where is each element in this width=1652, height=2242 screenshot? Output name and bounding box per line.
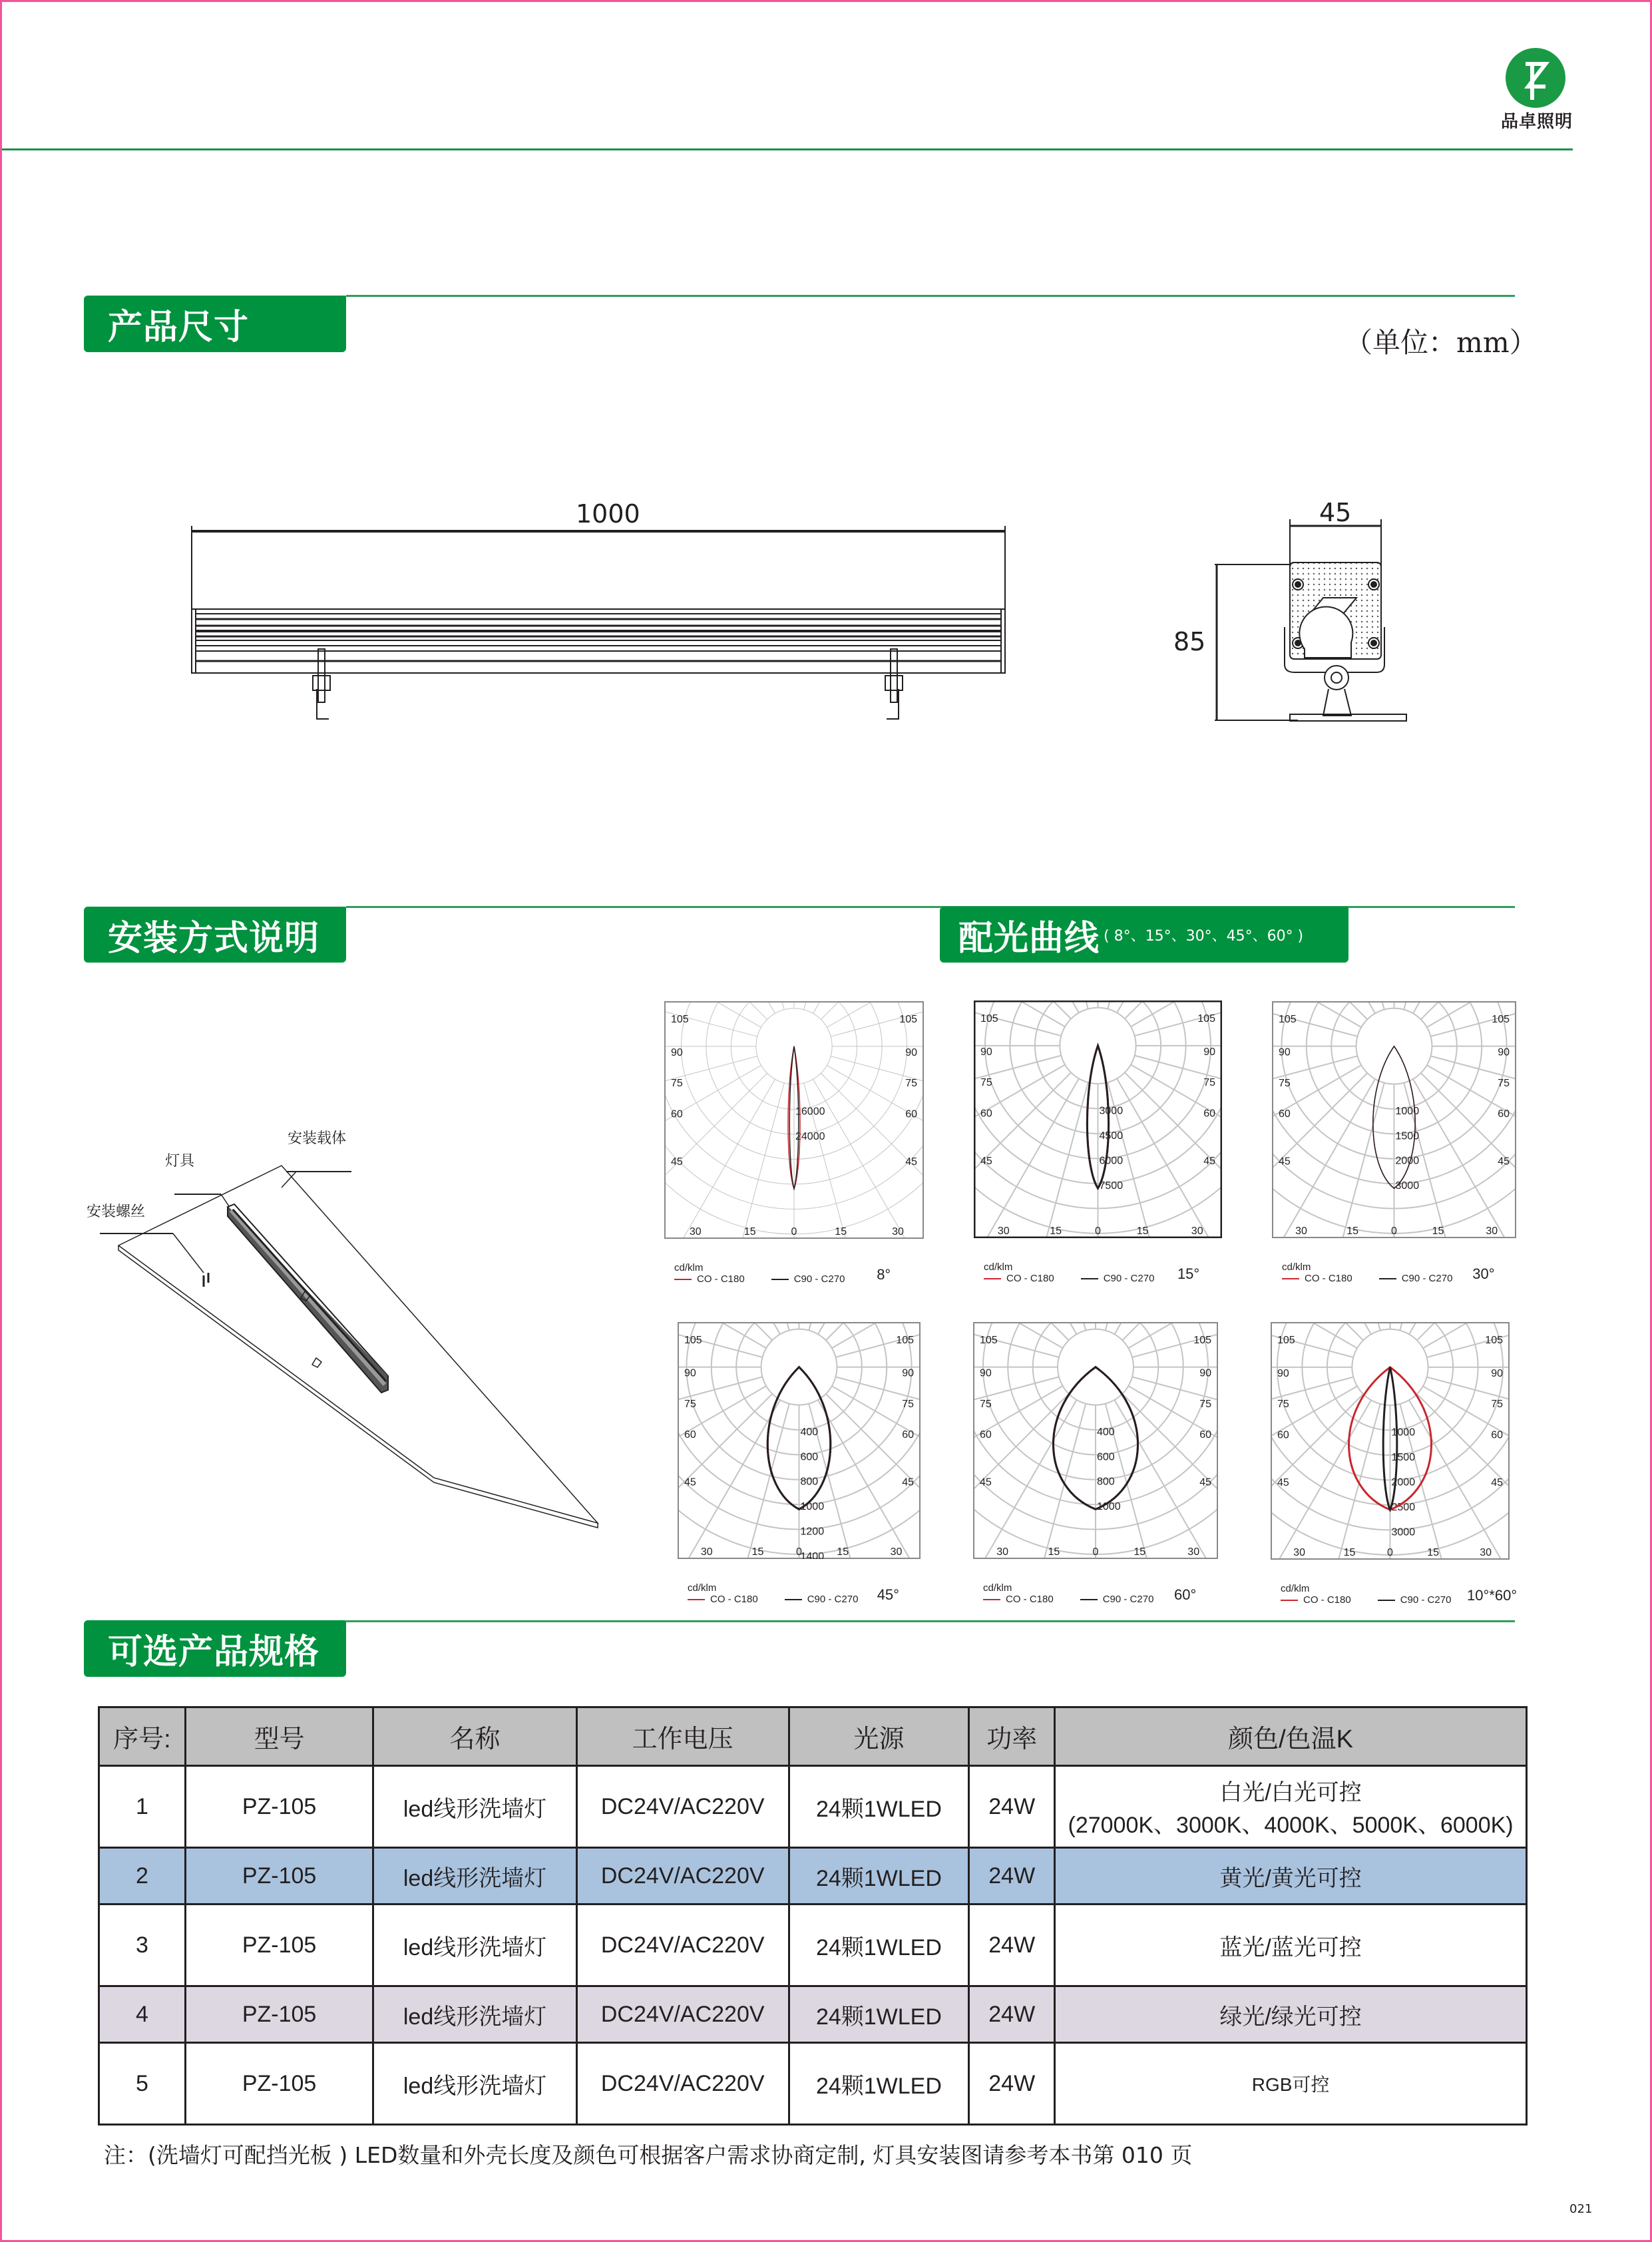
svg-text:15: 15 bbox=[751, 1546, 764, 1558]
brand-logo bbox=[1506, 48, 1565, 108]
legend-swatch bbox=[984, 1278, 1001, 1279]
polar-chart-6 bbox=[1271, 1322, 1510, 1560]
legend-unit: cd/klm bbox=[984, 1261, 1013, 1273]
svg-text:90: 90 bbox=[980, 1046, 992, 1058]
cell-name: led线形洗墙灯 bbox=[373, 2043, 576, 2125]
svg-text:15: 15 bbox=[1427, 1547, 1440, 1558]
cell-voltage: DC24V/AC220V bbox=[576, 2043, 789, 2125]
legend-item: CO - C180 bbox=[1281, 1594, 1351, 1606]
svg-text:60: 60 bbox=[1203, 1108, 1215, 1120]
svg-text:60: 60 bbox=[1277, 1429, 1289, 1441]
svg-text:45: 45 bbox=[684, 1476, 696, 1488]
col-header-power: 功率 bbox=[969, 1707, 1055, 1766]
svg-text:105: 105 bbox=[1193, 1334, 1211, 1346]
cell-power: 24W bbox=[969, 2043, 1055, 2125]
section-subtitle: ( 8°、15°、30°、45°、60° ) bbox=[1104, 927, 1304, 945]
svg-text:400: 400 bbox=[800, 1426, 819, 1438]
svg-text:1500: 1500 bbox=[1395, 1130, 1420, 1142]
svg-text:1000: 1000 bbox=[1391, 1427, 1416, 1439]
svg-text:0: 0 bbox=[1387, 1547, 1393, 1558]
cell-name: led线形洗墙灯 bbox=[373, 1766, 576, 1848]
cell-source: 24颗1WLED bbox=[789, 1986, 969, 2043]
svg-text:30: 30 bbox=[996, 1546, 1009, 1558]
cell-power: 24W bbox=[969, 1905, 1055, 1986]
svg-text:15: 15 bbox=[1048, 1546, 1060, 1558]
svg-text:30: 30 bbox=[890, 1546, 903, 1558]
svg-text:60: 60 bbox=[1498, 1108, 1510, 1120]
callout-fixture: 灯具 bbox=[165, 1153, 195, 1170]
svg-text:1000: 1000 bbox=[1097, 1501, 1121, 1513]
table-row bbox=[99, 1986, 1527, 2043]
svg-text:90: 90 bbox=[905, 1046, 917, 1058]
table-row bbox=[99, 2043, 1527, 2125]
legend-swatch bbox=[1080, 1599, 1098, 1600]
svg-text:90: 90 bbox=[1279, 1046, 1291, 1058]
svg-text:30: 30 bbox=[689, 1226, 702, 1237]
cell-voltage: DC24V/AC220V bbox=[576, 1905, 789, 1986]
svg-text:90: 90 bbox=[980, 1367, 992, 1379]
chart-legend bbox=[1282, 1261, 1526, 1284]
footnote: 注：(洗墙灯可配挡光板 ) LED数量和外壳长度及颜色可根据客户需求协商定制, 灯具安装图请参考本书第 010 页 bbox=[104, 2142, 1193, 2168]
svg-text:105: 105 bbox=[980, 1334, 998, 1346]
chart-legend bbox=[983, 1582, 1228, 1605]
legend-item: CO - C180 bbox=[984, 1273, 1054, 1284]
table-row bbox=[99, 1848, 1527, 1905]
svg-text:75: 75 bbox=[1279, 1077, 1291, 1089]
cell-no: 3 bbox=[99, 1905, 186, 1986]
svg-text:15: 15 bbox=[1432, 1226, 1444, 1237]
cell-color-line1: 白光/白光可控 bbox=[1219, 1780, 1362, 1805]
svg-text:105: 105 bbox=[1197, 1012, 1215, 1024]
svg-text:75: 75 bbox=[1199, 1398, 1211, 1410]
svg-text:0: 0 bbox=[796, 1546, 802, 1558]
svg-text:105: 105 bbox=[980, 1012, 998, 1024]
installation-drawing bbox=[93, 1132, 666, 1531]
legend-swatch bbox=[1378, 1600, 1395, 1601]
col-header-name: 名称 bbox=[373, 1707, 576, 1766]
svg-text:0: 0 bbox=[1095, 1226, 1101, 1237]
col-header-voltage: 工作电压 bbox=[576, 1707, 789, 1766]
section-rule bbox=[346, 295, 1515, 297]
cell-name: led线形洗墙灯 bbox=[373, 1905, 576, 1986]
cell-source: 24颗1WLED bbox=[789, 2043, 969, 2125]
legend-swatch bbox=[983, 1599, 1000, 1600]
svg-text:30: 30 bbox=[892, 1226, 904, 1237]
svg-text:60: 60 bbox=[1279, 1108, 1291, 1120]
polar-chart-2 bbox=[974, 1001, 1222, 1238]
svg-text:105: 105 bbox=[1492, 1013, 1510, 1025]
section-title-installation bbox=[84, 907, 346, 963]
chart-legend bbox=[984, 1261, 1232, 1284]
brand-name: 品卓照明 bbox=[1500, 112, 1573, 132]
svg-text:75: 75 bbox=[1203, 1077, 1215, 1089]
beam-angle-label: 30° bbox=[1472, 1265, 1495, 1282]
polar-chart-4 bbox=[678, 1322, 921, 1559]
cell-voltage: DC24V/AC220V bbox=[576, 1986, 789, 2043]
cell-model: PZ-105 bbox=[185, 1766, 373, 1848]
svg-text:75: 75 bbox=[1277, 1399, 1289, 1411]
beam-angle-label: 45° bbox=[877, 1586, 899, 1603]
cell-no: 4 bbox=[99, 1986, 186, 2043]
length-dimension: 1000 bbox=[576, 499, 640, 529]
legend-unit: cd/klm bbox=[674, 1262, 704, 1273]
svg-text:3000: 3000 bbox=[1099, 1105, 1124, 1117]
svg-text:45: 45 bbox=[1491, 1477, 1503, 1489]
svg-text:60: 60 bbox=[1491, 1429, 1503, 1441]
cell-color: RGB可控 bbox=[1055, 2043, 1527, 2125]
table-header-row bbox=[99, 1707, 1527, 1766]
svg-text:15: 15 bbox=[1134, 1546, 1146, 1558]
svg-text:0: 0 bbox=[1092, 1546, 1099, 1558]
svg-text:30: 30 bbox=[1295, 1226, 1307, 1237]
cell-voltage: DC24V/AC220V bbox=[576, 1766, 789, 1848]
cell-color: 蓝光/蓝光可控 bbox=[1055, 1905, 1527, 1986]
svg-text:1000: 1000 bbox=[1395, 1105, 1420, 1117]
svg-text:45: 45 bbox=[980, 1476, 992, 1488]
svg-text:800: 800 bbox=[1097, 1476, 1115, 1488]
cell-no: 2 bbox=[99, 1848, 186, 1905]
svg-text:600: 600 bbox=[1097, 1451, 1115, 1463]
legend-item: CO - C180 bbox=[1282, 1273, 1352, 1284]
svg-text:30: 30 bbox=[700, 1546, 713, 1558]
legend-item: CO - C180 bbox=[983, 1594, 1054, 1605]
cell-model: PZ-105 bbox=[185, 2043, 373, 2125]
svg-text:75: 75 bbox=[980, 1077, 992, 1089]
polar-chart-3 bbox=[1272, 1001, 1516, 1238]
beam-angle-label: 60° bbox=[1174, 1586, 1197, 1603]
svg-text:2000: 2000 bbox=[1391, 1476, 1416, 1488]
beam-angle-label: 15° bbox=[1177, 1265, 1200, 1282]
svg-text:60: 60 bbox=[902, 1429, 914, 1441]
cell-color: 黄光/黄光可控 bbox=[1055, 1848, 1527, 1905]
svg-text:105: 105 bbox=[684, 1334, 702, 1346]
svg-text:60: 60 bbox=[980, 1108, 992, 1120]
svg-text:0: 0 bbox=[1391, 1226, 1397, 1237]
cell-no: 5 bbox=[99, 2043, 186, 2125]
section-title-text: 配光曲线 bbox=[958, 918, 1100, 959]
legend-item: C90 - C270 bbox=[1080, 1594, 1154, 1605]
svg-text:16000: 16000 bbox=[795, 1106, 825, 1118]
cell-model: PZ-105 bbox=[185, 1905, 373, 1986]
svg-text:30: 30 bbox=[997, 1226, 1010, 1237]
svg-text:60: 60 bbox=[684, 1429, 696, 1441]
legend-swatch bbox=[1281, 1600, 1298, 1601]
svg-text:30: 30 bbox=[1480, 1547, 1492, 1558]
svg-text:800: 800 bbox=[800, 1476, 819, 1488]
cell-color: 绿光/绿光可控 bbox=[1055, 1986, 1527, 2043]
svg-text:15: 15 bbox=[1050, 1226, 1062, 1237]
cell-source: 24颗1WLED bbox=[789, 1848, 969, 1905]
legend-unit: cd/klm bbox=[983, 1582, 1012, 1594]
svg-text:60: 60 bbox=[980, 1429, 992, 1441]
cell-name: led线形洗墙灯 bbox=[373, 1986, 576, 2043]
legend-swatch bbox=[688, 1599, 705, 1600]
legend-swatch bbox=[785, 1599, 802, 1600]
pz-monogram-icon bbox=[1506, 48, 1565, 108]
svg-text:45: 45 bbox=[980, 1156, 992, 1168]
beam-angle-label: 10°*60° bbox=[1467, 1587, 1518, 1604]
col-header-source: 光源 bbox=[789, 1707, 969, 1766]
cell-power: 24W bbox=[969, 1986, 1055, 2043]
cell-model: PZ-105 bbox=[185, 1986, 373, 2043]
cell-source: 24颗1WLED bbox=[789, 1766, 969, 1848]
front-view-drawing bbox=[186, 526, 1025, 726]
svg-text:45: 45 bbox=[671, 1156, 683, 1168]
svg-text:75: 75 bbox=[671, 1078, 683, 1090]
svg-text:45: 45 bbox=[1203, 1156, 1215, 1168]
section-title-text: 可选产品规格 bbox=[108, 1632, 320, 1672]
svg-text:0: 0 bbox=[791, 1226, 797, 1237]
cell-power: 24W bbox=[969, 1766, 1055, 1848]
svg-text:45: 45 bbox=[902, 1476, 914, 1488]
legend-swatch bbox=[1282, 1278, 1299, 1279]
legend-swatch bbox=[771, 1279, 789, 1280]
legend-swatch bbox=[1081, 1278, 1098, 1279]
cell-power: 24W bbox=[969, 1848, 1055, 1905]
legend-unit: cd/klm bbox=[1281, 1583, 1310, 1594]
svg-text:6000: 6000 bbox=[1099, 1155, 1124, 1167]
cell-name: led线形洗墙灯 bbox=[373, 1848, 576, 1905]
svg-text:75: 75 bbox=[902, 1398, 914, 1410]
table-row bbox=[99, 1905, 1527, 1986]
svg-text:45: 45 bbox=[1498, 1156, 1510, 1168]
side-view-drawing bbox=[1205, 513, 1418, 732]
chart-legend bbox=[674, 1262, 934, 1285]
svg-text:15: 15 bbox=[835, 1226, 847, 1237]
legend-swatch bbox=[1379, 1278, 1396, 1279]
polar-chart-1 bbox=[664, 1001, 924, 1239]
beam-angle-label: 8° bbox=[877, 1266, 891, 1283]
section-rule bbox=[346, 1620, 1515, 1622]
svg-text:3000: 3000 bbox=[1395, 1180, 1420, 1192]
svg-text:90: 90 bbox=[684, 1367, 696, 1379]
svg-text:45: 45 bbox=[1279, 1156, 1291, 1168]
cell-no: 1 bbox=[99, 1766, 186, 1848]
svg-text:45: 45 bbox=[1199, 1476, 1211, 1488]
svg-text:3000: 3000 bbox=[1391, 1526, 1416, 1538]
cell-source: 24颗1WLED bbox=[789, 1905, 969, 1986]
svg-text:75: 75 bbox=[684, 1398, 696, 1410]
legend-unit: cd/klm bbox=[688, 1582, 717, 1594]
legend-item: C90 - C270 bbox=[1379, 1273, 1453, 1284]
svg-text:90: 90 bbox=[902, 1367, 914, 1379]
svg-text:1000: 1000 bbox=[800, 1501, 825, 1513]
svg-text:15: 15 bbox=[743, 1226, 756, 1237]
svg-text:1400: 1400 bbox=[800, 1550, 825, 1559]
svg-text:90: 90 bbox=[1491, 1367, 1503, 1379]
legend-item: C90 - C270 bbox=[1081, 1273, 1155, 1284]
legend-item: C90 - C270 bbox=[1378, 1594, 1452, 1606]
svg-text:90: 90 bbox=[1203, 1046, 1215, 1058]
svg-text:105: 105 bbox=[1279, 1013, 1297, 1025]
cell-color bbox=[1055, 1766, 1527, 1848]
legend-item: CO - C180 bbox=[688, 1594, 758, 1605]
svg-text:4500: 4500 bbox=[1099, 1130, 1124, 1142]
cell-color-line2: (27000K、3000K、4000K、5000K、6000K) bbox=[1068, 1813, 1514, 1838]
cell-voltage: DC24V/AC220V bbox=[576, 1848, 789, 1905]
polar-chart-5 bbox=[973, 1322, 1218, 1559]
svg-text:45: 45 bbox=[1277, 1477, 1289, 1489]
svg-text:15: 15 bbox=[1343, 1547, 1356, 1558]
svg-text:24000: 24000 bbox=[795, 1130, 825, 1142]
svg-text:105: 105 bbox=[899, 1013, 917, 1025]
col-header-model: 型号 bbox=[185, 1707, 373, 1766]
section-title-dimensions bbox=[84, 296, 346, 352]
svg-text:15: 15 bbox=[1346, 1226, 1359, 1237]
chart-legend bbox=[688, 1582, 930, 1605]
svg-text:75: 75 bbox=[1491, 1399, 1503, 1411]
cell-model: PZ-105 bbox=[185, 1848, 373, 1905]
svg-text:30: 30 bbox=[1486, 1226, 1498, 1237]
legend-swatch bbox=[674, 1279, 692, 1280]
svg-text:15: 15 bbox=[837, 1546, 849, 1558]
svg-text:600: 600 bbox=[800, 1451, 819, 1463]
svg-text:60: 60 bbox=[671, 1108, 683, 1120]
svg-text:30: 30 bbox=[1187, 1546, 1200, 1558]
spec-table bbox=[98, 1706, 1528, 2126]
svg-text:60: 60 bbox=[1199, 1429, 1211, 1441]
legend-unit: cd/klm bbox=[1282, 1261, 1311, 1273]
svg-text:15: 15 bbox=[1136, 1226, 1149, 1237]
svg-text:90: 90 bbox=[1199, 1367, 1211, 1379]
callout-screw: 安装螺丝 bbox=[87, 1204, 146, 1220]
svg-text:105: 105 bbox=[671, 1013, 689, 1025]
svg-text:75: 75 bbox=[905, 1078, 917, 1090]
svg-text:400: 400 bbox=[1097, 1426, 1115, 1438]
section-title-text: 产品尺寸 bbox=[108, 308, 250, 347]
svg-text:90: 90 bbox=[1277, 1367, 1289, 1379]
callout-carrier: 安装载体 bbox=[288, 1130, 347, 1147]
section-title-photometric bbox=[940, 907, 1348, 963]
svg-text:1200: 1200 bbox=[800, 1526, 825, 1538]
legend-item: C90 - C270 bbox=[785, 1594, 859, 1605]
svg-text:1500: 1500 bbox=[1391, 1451, 1416, 1463]
svg-text:75: 75 bbox=[980, 1398, 992, 1410]
svg-text:30: 30 bbox=[1293, 1547, 1305, 1558]
svg-text:30: 30 bbox=[1191, 1226, 1203, 1237]
legend-item: CO - C180 bbox=[674, 1273, 745, 1285]
svg-text:105: 105 bbox=[896, 1334, 914, 1346]
svg-text:60: 60 bbox=[905, 1108, 917, 1120]
svg-text:45: 45 bbox=[905, 1156, 917, 1168]
width-dimension: 45 bbox=[1319, 498, 1352, 527]
unit-label: （单位：mm） bbox=[1344, 326, 1538, 359]
svg-text:75: 75 bbox=[1498, 1077, 1510, 1089]
col-header-color: 颜色/色温K bbox=[1055, 1707, 1527, 1766]
svg-text:7500: 7500 bbox=[1099, 1180, 1124, 1192]
chart-legend bbox=[1281, 1583, 1520, 1606]
legend-item: C90 - C270 bbox=[771, 1273, 845, 1285]
svg-text:105: 105 bbox=[1277, 1334, 1295, 1346]
svg-text:2500: 2500 bbox=[1391, 1501, 1416, 1513]
table-row bbox=[99, 1766, 1527, 1848]
section-title-text: 安装方式说明 bbox=[108, 918, 320, 959]
svg-text:90: 90 bbox=[1498, 1046, 1510, 1058]
header-rule bbox=[2, 148, 1573, 150]
section-title-specs bbox=[84, 1620, 346, 1677]
page-number: 021 bbox=[1569, 2202, 1593, 2216]
col-header-no: 序号: bbox=[99, 1707, 186, 1766]
svg-text:105: 105 bbox=[1485, 1334, 1503, 1346]
svg-text:90: 90 bbox=[671, 1046, 683, 1058]
svg-text:2000: 2000 bbox=[1395, 1155, 1420, 1167]
height-dimension: 85 bbox=[1173, 627, 1206, 656]
